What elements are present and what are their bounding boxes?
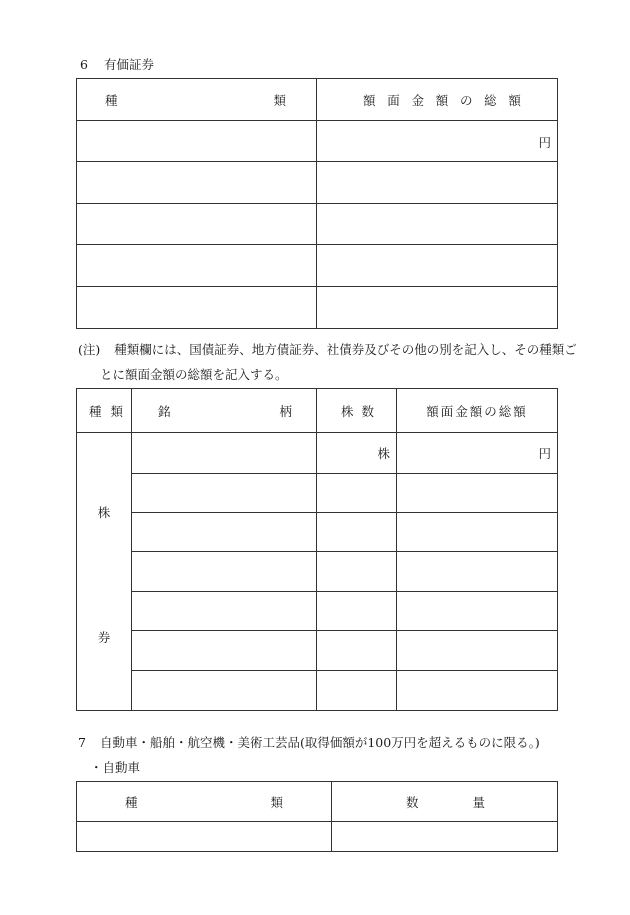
sub-heading-automobile: ・自動車: [90, 760, 141, 775]
table-row: [77, 121, 558, 162]
shares-cell: [317, 433, 397, 474]
shares-cell: [317, 513, 397, 552]
type-cell: [77, 287, 317, 329]
automobile-table: [76, 781, 558, 852]
section-title: 有価証券: [103, 57, 154, 72]
shares-cell: [317, 592, 397, 631]
stocks-table: [76, 388, 558, 711]
shares-cell: [317, 631, 397, 671]
table-row: [77, 671, 558, 711]
yen-unit: 円: [538, 135, 551, 150]
amount-cell: [317, 287, 558, 329]
type-cell: [77, 204, 317, 245]
stock-char-2: 券: [97, 630, 111, 645]
note: [78, 337, 578, 387]
brand-cell: [132, 433, 317, 474]
section-7-heading: [78, 733, 540, 751]
table-row: [77, 245, 558, 287]
shares-cell: [317, 552, 397, 592]
yen-unit: 円: [538, 446, 551, 461]
amount-cell: [317, 162, 558, 204]
table-row: [77, 631, 558, 671]
table-header-row: [77, 389, 558, 433]
type-cell: [77, 245, 317, 287]
table-header-row: [77, 79, 558, 121]
brand-cell: [132, 631, 317, 671]
amount-cell: [317, 204, 558, 245]
table-row: [77, 287, 558, 329]
table-row: [77, 204, 558, 245]
shares-cell: [317, 474, 397, 513]
amount-cell: [397, 433, 558, 474]
header-face-value-total: 額 面 金 額 の 総 額: [317, 79, 558, 121]
table-header-row: [77, 782, 558, 822]
table-row: [77, 474, 558, 513]
amount-cell: [397, 513, 558, 552]
header-type: 種 類: [77, 782, 332, 822]
table-row: [77, 822, 558, 852]
header-face-value-total: 額面金額の総額: [397, 389, 558, 433]
amount-cell: [397, 592, 558, 631]
header-brand: 銘 柄: [132, 389, 317, 433]
header-type: 種 類: [77, 389, 132, 433]
note-label: (注): [78, 342, 101, 357]
section-number: 6: [80, 57, 88, 72]
type-cell: [77, 822, 332, 852]
stock-type-cell: [77, 433, 132, 711]
note-line-2: とに額面金額の総額を記入する。: [100, 367, 288, 382]
table-row: [77, 162, 558, 204]
header-type: 種 類: [77, 79, 317, 121]
table-row: [77, 433, 558, 474]
securities-table: [76, 78, 558, 329]
stock-char-1: 株: [97, 505, 111, 520]
amount-cell: [317, 121, 558, 162]
section-title: 自動車・船舶・航空機・美術工芸品(取得価額が100万円を超えるものに限る。): [99, 735, 540, 750]
table-row: [77, 552, 558, 592]
shares-cell: [317, 671, 397, 711]
brand-cell: [132, 513, 317, 552]
table-row: [77, 592, 558, 631]
brand-cell: [132, 474, 317, 513]
quantity-cell: [332, 822, 558, 852]
header-quantity: 数 量: [332, 782, 558, 822]
amount-cell: [397, 671, 558, 711]
type-cell: [77, 121, 317, 162]
section-6-heading: [80, 55, 154, 73]
brand-cell: [132, 552, 317, 592]
header-shares: 株 数: [317, 389, 397, 433]
shares-unit: 株: [377, 446, 390, 461]
type-cell: [77, 162, 317, 204]
amount-cell: [397, 552, 558, 592]
amount-cell: [317, 245, 558, 287]
note-line-1: 種類欄には、国債証券、地方債証券、社債券及びその他の別を記入し、その種類ご: [114, 342, 577, 357]
table-row: [77, 513, 558, 552]
brand-cell: [132, 671, 317, 711]
amount-cell: [397, 631, 558, 671]
brand-cell: [132, 592, 317, 631]
section-number: 7: [78, 735, 86, 750]
amount-cell: [397, 474, 558, 513]
